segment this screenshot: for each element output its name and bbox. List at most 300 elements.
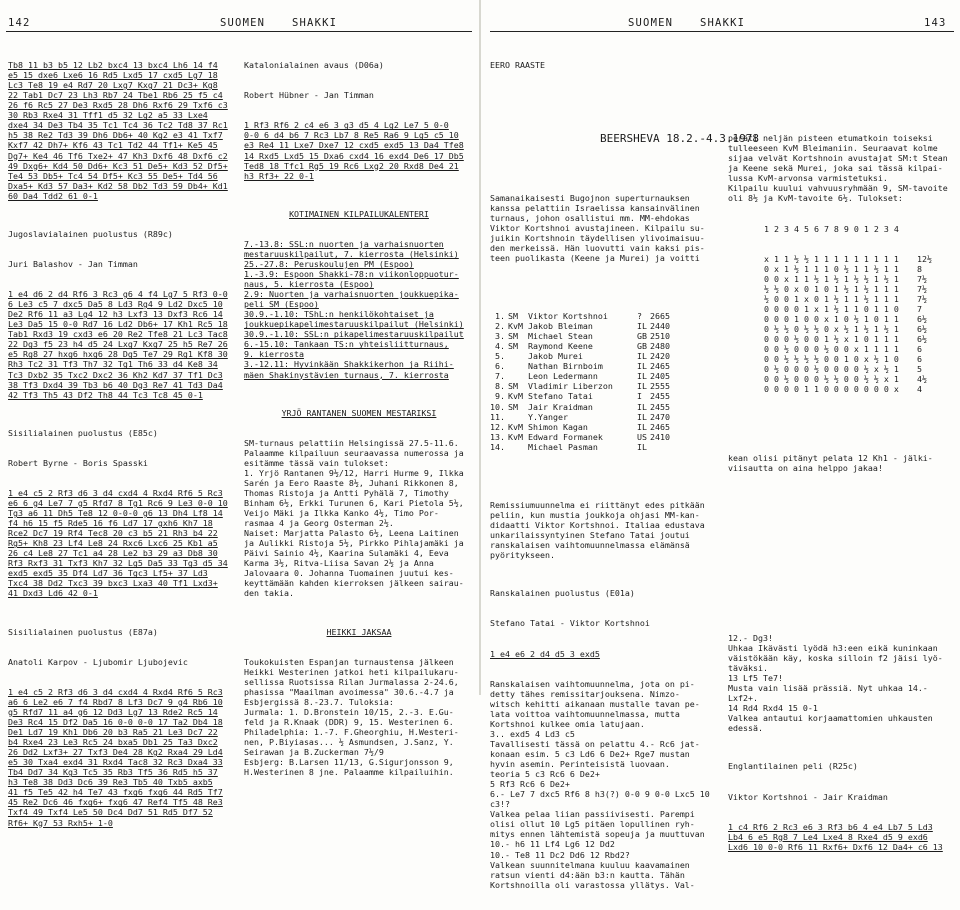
text-line: 1. Yrjö Rantanen 9½/12, Harri Hurme 9, Ilkka bbox=[244, 467, 464, 478]
standings-rating bbox=[650, 442, 673, 452]
text-line: Dxa5+ Kd3 57 Da3+ Kd2 58 Db2 Td3 59 Db4+ Kd1 bbox=[8, 180, 228, 191]
text-line: den merkeissä. Hän luovutti vain kaksi pis- bbox=[490, 242, 705, 253]
standings-row bbox=[490, 331, 673, 341]
right-page-number: 143 bbox=[924, 17, 947, 29]
article-title: EERO RAASTE bbox=[490, 60, 545, 71]
text-line: Sarén ja Eero Raaste 8½, Juhani Rikkonen 8, bbox=[244, 477, 459, 488]
text-line: 13 Lf5 Te7! bbox=[728, 673, 783, 684]
crosstable-cells: x 1 1 ½ ½ 1 1 1 1 1 1 1 1 1 bbox=[764, 253, 899, 264]
crosstable-row bbox=[728, 354, 935, 364]
text-line: 0-0 6 d4 b6 7 Rc3 Lb7 8 Re5 Ra6 9 Lg5 c5 10 bbox=[244, 130, 459, 141]
crosstable-cells: 0 ½ 0 0 0 ½ 0 0 0 0 ½ x ½ 1 bbox=[764, 364, 899, 375]
crosstable-cells: 0 0 ½ ½ ½ ½ 0 0 1 0 x ½ 1 0 bbox=[764, 354, 899, 365]
standings-rating: 2440 bbox=[650, 321, 670, 332]
text-line: täväksi. bbox=[728, 663, 768, 674]
text-line: e5 30 Txa4 exd4 31 Rxd4 Tac8 32 Rc3 Dxa4 33 bbox=[8, 757, 223, 768]
text-line: Lb4 6 e5 Rg8 7 Le4 Lxe4 8 Rxe4 d5 9 exd6 bbox=[728, 831, 928, 842]
standings-row bbox=[490, 381, 673, 391]
text-line: Veijo Mäki ja Ilkka Kanko 4½, Timo Por- bbox=[244, 508, 439, 519]
crosstable-row bbox=[728, 374, 935, 384]
left-header-rule bbox=[6, 31, 472, 32]
standings-rank: 2. bbox=[495, 321, 505, 332]
crosstable-cells: 0 0 0 ½ 0 0 1 ½ x 1 0 1 1 1 bbox=[764, 334, 899, 345]
text-line: h5 38 Re2 Td3 39 Dh6 Db6+ 40 Kg2 e3 41 Txf7 bbox=[8, 130, 223, 141]
crosstable-score: 7 bbox=[917, 303, 922, 314]
standings-row bbox=[490, 351, 673, 361]
crosstable bbox=[728, 254, 935, 395]
text-line: Seirawan ja B.Zuckerman 7½/9 bbox=[244, 747, 384, 758]
text-line: Le3 Da5 15 0-0 Rd7 16 Ld2 Db6+ 17 Kh1 Rc5 18 bbox=[8, 319, 228, 330]
text-line: oli 8½ ja KvM-tavoite 6½. Tulokset: bbox=[728, 193, 903, 204]
standings-name: KvM Edward Formanek bbox=[508, 431, 603, 442]
standings-rating: 2470 bbox=[650, 411, 670, 422]
standings-fed: IL bbox=[637, 401, 647, 412]
game-heading: Ranskalainen puolustus (E01a) bbox=[490, 588, 635, 599]
crosstable-cells: 0 0 0 1 0 0 x 1 0 ½ 1 0 1 1 bbox=[764, 314, 899, 325]
column-2 bbox=[244, 40, 474, 778]
game5-heading: Katalonialainen avaus (D06a) bbox=[244, 60, 384, 71]
intro-text bbox=[490, 193, 718, 263]
text-line: konaan esim. 5 c3 Ld6 6 De2+ Rge7 mustan bbox=[490, 749, 690, 760]
crosstable-row bbox=[728, 284, 935, 294]
text-line: Jurmala: 1. D.Bronstein 10/15, 2.-3. E.Gu- bbox=[244, 707, 454, 717]
standings-fed: GB bbox=[637, 331, 647, 342]
standings-name: SM Jair Kraidman bbox=[508, 401, 593, 412]
text-line: 6.- Le7 7 dxc5 Rf6 8 h3(?) 0-0 9 0-0 Lxc5 10 bbox=[490, 789, 710, 800]
left-page-number: 142 bbox=[8, 17, 31, 29]
diagram-caption bbox=[728, 453, 956, 473]
text-line: Te4 53 Db5+ Tc4 54 Df5+ Kc3 55 De5+ Td4 56 bbox=[8, 170, 218, 181]
text-line: detty tähes remissitarjouksena. Nimzo- bbox=[490, 688, 680, 699]
text-line: Palaamme kilpailuun seuraavassa numerossa ja bbox=[244, 447, 464, 458]
text-line: 38 Tf3 Dxd4 39 Tb3 b6 40 Dg3 Re7 41 Td3 Da4 bbox=[8, 379, 223, 390]
standings-rating: 2510 bbox=[650, 331, 670, 342]
calendar-list bbox=[244, 239, 474, 380]
text-line: den takia. bbox=[244, 588, 294, 599]
rantanen-title: YRJÖ RANTANEN SUOMEN MESTARIKSI bbox=[281, 407, 437, 418]
text-line: 22 Dg3 f5 23 h4 d5 24 Lxg7 Kxg7 25 h5 Re7 26 bbox=[8, 339, 228, 350]
column-1 bbox=[8, 40, 236, 828]
crosstable-score: 6 bbox=[917, 344, 922, 355]
game2-heading: Jugoslavialainen puolustus (R89c) bbox=[8, 228, 173, 239]
text-line: 6.-15.10: Tankaan TS:n yhteisliitturnaus, bbox=[244, 339, 449, 350]
standings-name: KvM Jakob Bleiman bbox=[508, 321, 593, 332]
text-line: 26 Dd2 Lxf3+ 27 Txf3 De4 28 Kg2 Rxa4 29 Ld4 bbox=[8, 747, 223, 758]
crosstable-cells: 0 0 ½ 0 0 0 ½ ½ 0 0 ½ ½ x 1 bbox=[764, 374, 899, 385]
game3-players: Robert Byrne - Boris Spasski bbox=[8, 457, 148, 468]
standings-rating: 2405 bbox=[650, 371, 670, 382]
text-line: 30.9.-1.10: TShL:n henkilökohtaiset ja bbox=[244, 309, 434, 320]
crosstable-header: 1 2 3 4 5 6 7 8 9 0 1 2 3 4 bbox=[764, 223, 899, 234]
standings-rank: 14. bbox=[490, 441, 505, 452]
text-line: lata voittoa vaihtomuunnelmassa, mutta bbox=[490, 708, 680, 719]
place-date: BEERSHEVA 18.2.-4.3.1978 bbox=[600, 132, 759, 146]
standings-rating: 2410 bbox=[650, 431, 670, 442]
text-line: 10.- h6 11 Lf4 Lg6 12 Dd2 bbox=[490, 839, 615, 850]
text-line: 9. kierrosta bbox=[244, 349, 304, 360]
text-line: Tb4 Dd7 34 Kg3 Tc5 35 Rb3 Tf5 36 Rd5 h5 37 bbox=[8, 767, 218, 778]
standings-name: Jakob Murei bbox=[508, 351, 583, 362]
text-line: 5 Rf3 Rc6 6 De2+ bbox=[490, 779, 570, 790]
text-line: Ranskalaisen vaihtomuunnelma, jota on pi- bbox=[490, 678, 695, 689]
standings-rank: 10. bbox=[490, 401, 505, 412]
crosstable-cells: 0 0 0 0 1 1 0 0 0 0 0 0 0 x bbox=[764, 384, 899, 395]
standings-row bbox=[490, 402, 673, 412]
standings-name: KvM Stefano Tatai bbox=[508, 391, 593, 402]
text-line: 1 e4 c5 2 Rf3 d6 3 d4 cxd4 4 Rxd4 Rf6 5 Rc3 bbox=[8, 488, 223, 499]
text-line: Dg7+ Ke4 46 Tf6 Txe2+ 47 Kh3 Dxf6 48 Dxf6 c2 bbox=[8, 150, 228, 161]
text-line: Rf3 Rxf3 31 Txf3 Kh7 32 Lg5 Da5 33 Tg3 d5 34 bbox=[8, 558, 228, 569]
text-line: witsch kehitti aikanaan mustalle tavan pe- bbox=[490, 698, 700, 709]
text-line: Kxf7 42 Dh7+ Kf6 43 Tc1 Td2 44 Tf1+ Ke5 45 bbox=[8, 140, 218, 151]
text-line: Naiset: Marjatta Palasto 6½, Leena Laitinen bbox=[244, 528, 459, 539]
text-line: tulleeseen KvM Bleimaniin. Seuraavat kolme bbox=[728, 143, 938, 154]
crosstable-score: 6½ bbox=[917, 334, 927, 345]
standings-rank: 13. bbox=[490, 431, 505, 442]
text-line: 3.-12.11: Hyvinkään Shakkikerhon ja Riihi- bbox=[244, 359, 454, 370]
text-line: Kilpailu kuului vahvuusryhmään 9, SM-tavoite bbox=[728, 183, 948, 194]
crosstable-score: 7½ bbox=[917, 293, 927, 304]
text-line: Thomas Ristoja ja Antti Pyhälä 7, Timothy bbox=[244, 488, 449, 499]
standings-rank: 6. bbox=[495, 361, 505, 372]
text-line: 42 Tf3 Th5 43 Df2 Th8 44 Tc3 Tc8 45 0-1 bbox=[8, 389, 203, 400]
text-line: pyöritykseen. bbox=[490, 550, 555, 561]
text-line: feld ja R.Knaak (DDR) 9, 15. Westerinen 6. bbox=[244, 717, 454, 728]
text-line: Samanaikaisesti Bugojnon superturnauksen bbox=[490, 192, 690, 203]
game1-moves bbox=[8, 60, 236, 201]
crosstable-row bbox=[728, 324, 935, 334]
text-line: H.Westerinen 8 jne. Palaamme kilpailuihin. bbox=[244, 767, 454, 778]
text-line: c3!? bbox=[490, 799, 510, 810]
text-line: Päivi Sainio 4½, Kaarina Sulamäki 4, Eeva bbox=[244, 548, 449, 559]
text-line: viisautta on aina helppo jakaa! bbox=[728, 462, 883, 473]
text-line: ratsun vienti d4:ään b3:n kautta. Tähän bbox=[490, 869, 685, 880]
text-line: lussa KvM-arvonsa varmistetuksi. bbox=[728, 173, 888, 184]
text-line: teen puolikasta (Keene ja Murei) ja voitti bbox=[490, 252, 700, 263]
standings-row bbox=[490, 422, 673, 432]
right-header-section: SHAKKI bbox=[700, 17, 746, 29]
text-line: 30.9.-1.10: SSL:n pikapelimestaruuskilpailut bbox=[244, 329, 464, 340]
text-line: Tc3 Dxb2 35 Txc2 Dxc2 36 Kh2 Kd7 37 Tf1 Dc3 bbox=[8, 369, 223, 380]
standings-name: Nathan Birnboim bbox=[508, 361, 603, 372]
standings-fed: IL bbox=[637, 421, 647, 432]
text-line: joukkuepikapelimestaruuskilpailut (Helsinki) bbox=[244, 319, 464, 330]
text-line: Valkea antautui korjaamattomien uhkausten bbox=[728, 713, 933, 724]
text-line: teoria 5 c3 Rc6 6 De2+ bbox=[490, 769, 600, 780]
crosstable-score: 12½ bbox=[917, 253, 932, 264]
crosstable-cells: 0 0 0 0 1 x 1 ½ 1 1 0 1 1 0 bbox=[764, 303, 899, 314]
game-heading: Englantilainen peli (R25c) bbox=[728, 761, 858, 772]
text-line: Karma 3½, Ritva-Liisa Savan 2½ ja Anna bbox=[244, 558, 434, 569]
text-line: Kortshnoi kulkee omia latujaan. bbox=[490, 718, 645, 729]
crosstable-row bbox=[728, 254, 935, 264]
text-line: 6 Le3 c5 7 dxc5 Da5 8 Ld3 Rg4 9 Ld2 Dxc5 10 bbox=[8, 299, 223, 310]
text-line: peli SM (Espoo) bbox=[244, 299, 319, 310]
game4-heading: Sisilialainen puolustus (E87a) bbox=[8, 626, 158, 637]
text-line: kean olisi pitänyt pelata 12 Kh1 - jälki- bbox=[728, 452, 933, 463]
intro-continued bbox=[728, 133, 956, 203]
text-line: olisi ollut 10 Lg5 pitäen lopullinen ryh- bbox=[490, 819, 695, 830]
crosstable-row bbox=[728, 344, 935, 354]
text-line: keyttämään kahden kierroksen jälkeen sairau- bbox=[244, 578, 464, 589]
text-line: e5 Rg8 27 hxg6 hxg6 28 Dg5 Te7 29 Rg1 Kf8 30 bbox=[8, 349, 228, 360]
game4-moves bbox=[8, 687, 236, 828]
crosstable-score: 5 bbox=[917, 364, 922, 375]
standings-fed: I bbox=[637, 391, 642, 402]
game4-players: Anatoli Karpov - Ljubomir Ljubojevic bbox=[8, 656, 188, 667]
text-line: exd5 exd5 35 Df4 Ld7 36 Tgc3 Lf5+ 37 Ld3 bbox=[8, 568, 208, 579]
column-4 bbox=[728, 40, 956, 852]
crosstable-cells: ½ ½ 0 x 0 1 0 1 ½ 1 ½ 1 1 1 bbox=[764, 283, 899, 294]
text-line: 1 e4 d6 2 d4 Rf6 3 Rc3 g6 4 f4 Lg7 5 Rf3 0-0 bbox=[8, 289, 228, 300]
text-line: e6 6 g4 Le7 7 g5 Rfd7 8 Tg1 Rc6 9 Le3 0-0 10 bbox=[8, 498, 228, 509]
game3-moves bbox=[8, 488, 236, 599]
text-line: nen, P.Biyiasas... ½ Asmundsen, J.Sanz, Y. bbox=[244, 737, 454, 748]
after-table-text bbox=[490, 500, 718, 560]
standings-name: KvM Shimon Kagan bbox=[508, 421, 588, 432]
text-line: 1 c4 Rf6 2 Rc3 e6 3 Rf3 b6 4 e4 Lb7 5 Ld3 bbox=[728, 821, 933, 832]
text-line: b4 Rxe4 23 Le3 Rc5 24 bxa5 Db1 25 Ta3 Dxc2 bbox=[8, 737, 218, 748]
standings-table bbox=[490, 311, 673, 452]
text-line: 7.-13.8: SSL:n nuorten ja varhaisnuorten bbox=[244, 238, 444, 249]
crosstable-row bbox=[728, 314, 935, 324]
text-line: unkarilaissyntyinen Stefano Tatai joutui bbox=[490, 530, 690, 541]
text-line: edessä. bbox=[728, 723, 763, 734]
text-line: 2.9: Nuorten ja varhaisnuorten joukkuepika- bbox=[244, 289, 459, 300]
text-line: Tavallisesti tässä on pelattu 4.- Rc6 jat- bbox=[490, 739, 700, 749]
text-line: sijaa velvät Kortshnoin avustajat SM:t Stean bbox=[728, 153, 948, 164]
standings-row bbox=[490, 361, 673, 371]
standings-rank: 8. bbox=[495, 381, 505, 392]
text-line: Tab1 Rxd3 19 cxd3 e6 20 Re2 Tfe8 21 Lc3 Tac8 bbox=[8, 329, 228, 340]
crosstable-row bbox=[728, 304, 935, 314]
text-line: h3 Rf3+ 22 0-1 bbox=[244, 170, 314, 181]
standings-fed: IL bbox=[637, 321, 647, 332]
text-line: juikin Kortshnoin täydellisen ylivoimaisuu- bbox=[490, 232, 705, 243]
standings-rank: 11. bbox=[490, 411, 505, 422]
standings-fed: US bbox=[637, 431, 647, 442]
game-players: Stefano Tatai - Viktor Kortshnoi bbox=[490, 618, 650, 629]
text-line: f4 h6 15 f5 Rde5 16 f6 Ld7 17 gxh6 Kh7 18 bbox=[8, 518, 213, 529]
text-line: 45 Re2 Dc6 46 fxg6+ fxg6 47 Ref4 Tf5 48 Re3 bbox=[8, 797, 223, 808]
text-line: väistökään käy, koska silloin f2 jäisi lyö- bbox=[728, 652, 943, 663]
text-line: Lxf2+. bbox=[728, 693, 758, 704]
standings-name: Michael Pasman bbox=[508, 441, 598, 452]
text-line: 25.-27.8: Peruskoulujen PM (Espoo) bbox=[244, 258, 414, 269]
standings-rank: 3. bbox=[495, 331, 505, 342]
crosstable-row bbox=[728, 384, 935, 394]
standings-row bbox=[490, 371, 673, 381]
text-line: Rf6+ Kg7 53 Rxh5+ 1-0 bbox=[8, 817, 113, 828]
heikki-title: HEIKKI JAKSAA bbox=[326, 626, 392, 637]
text-line: mäen Shakinystävien turnaus, 7. kierrosta bbox=[244, 369, 449, 380]
text-line: 22 Tab1 Dc7 23 Lh3 Rb7 24 Tbe1 Rb6 25 f5 c4 bbox=[8, 90, 223, 101]
crosstable-cells: 0 0 x 1 1 ½ 1 ½ 1 ½ ½ 1 ½ 1 bbox=[764, 273, 899, 284]
crosstable-score: 8 bbox=[917, 263, 922, 274]
standings-row bbox=[490, 442, 673, 452]
crosstable-cells: 0 0 ½ 0 0 0 ½ 0 0 x 1 1 1 1 bbox=[764, 344, 899, 355]
standings-fed: IL bbox=[637, 411, 647, 422]
text-line: 30 Rb3 Rxe4 31 Tff1 d5 32 Lg2 a5 33 Lxe4 bbox=[8, 110, 208, 121]
text-line: ranskalaisen vaihtomuunnelmassa elämänsä bbox=[490, 540, 690, 551]
standings-rating: 2480 bbox=[650, 341, 670, 352]
text-line: De3 Rc4 15 Df2 Da5 16 0-0 0-0 17 Ta2 Db4 18 bbox=[8, 717, 223, 728]
text-line: 26 f6 Rc5 27 De3 Rxd5 28 Dh6 Rxf6 29 Txf6 c3 bbox=[8, 100, 228, 111]
text-line: dxe4 34 De3 Tb4 35 Tc1 Tc4 36 Tc2 Td8 37 Rc1 bbox=[8, 120, 228, 131]
text-line: Viktor Kortshnoi avustajineen. Kilpailu su- bbox=[490, 222, 705, 233]
crosstable-score: 7½ bbox=[917, 273, 927, 284]
text-line: peliin, kun mustia joukkoja ohjasi MM-kan- bbox=[490, 509, 700, 520]
standings-rank: 12. bbox=[490, 421, 505, 432]
game2-players: Juri Balashov - Jan Timman bbox=[8, 258, 138, 269]
standings-row bbox=[490, 412, 673, 422]
text-line: Rce2 Dc7 19 Rf4 Tec8 20 c3 b5 21 Rh3 b4 22 bbox=[8, 528, 218, 539]
text-line: Lxd6 10 0-0 Rf6 11 Rxf6+ Dxf6 12 Da4+ c6 13 bbox=[728, 841, 943, 852]
text-line: a6 6 Le2 e6 7 f4 Rbd7 8 Lf3 Dc7 9 g4 Rb6 10 bbox=[8, 696, 223, 707]
text-line: phasissa "Maailman avoimessa" 30.6.-4.7 ja bbox=[244, 686, 454, 697]
text-line: 14 Rxd5 Lxd5 15 Dxa6 cxd4 16 exd4 De6 17 Db5 bbox=[244, 150, 464, 161]
game-moves bbox=[490, 649, 718, 659]
standings-name: SM Michael Stean bbox=[508, 331, 593, 342]
text-line: 49 Dxg6+ Kd4 50 Dd6+ Kc3 51 De5+ Kd3 52 Df5+ bbox=[8, 160, 228, 171]
game-notes bbox=[490, 679, 718, 890]
crosstable-score: 4 bbox=[917, 384, 922, 395]
text-line: 12.- Dg3! bbox=[728, 632, 773, 643]
text-line: 14 Rd4 Rxd4 15 0-1 bbox=[728, 703, 818, 714]
standings-rating: 2665 bbox=[650, 311, 670, 322]
standings-row bbox=[490, 311, 673, 321]
crosstable-cells: 0 x 1 ½ 1 1 1 0 ½ 1 1 ½ 1 1 bbox=[764, 263, 899, 274]
crosstable-row bbox=[728, 334, 935, 344]
text-line: Kortshnoilla oli varastossa yllätys. Val- bbox=[490, 879, 695, 890]
game3-heading: Sisilialainen puolustus (E85c) bbox=[8, 427, 158, 438]
rantanen-text bbox=[244, 438, 474, 599]
text-line: sellissa Ruotsissa Rilan Jurmalassa 2-24.6, bbox=[244, 676, 459, 687]
crosstable-cells: 0 ½ ½ 0 ½ ½ 0 x ½ 1 ½ 1 ½ 1 bbox=[764, 324, 899, 335]
game5-moves bbox=[244, 120, 474, 180]
text-line: g5 Rfd7 11 a4 g6 12 Dd3 Lg7 13 Rde2 Rc5 14 bbox=[8, 707, 218, 717]
text-line: SM-turnaus pelattiin Helsingissä 27.5-11.6. bbox=[244, 437, 459, 448]
text-line: 1 Rf3 Rf6 2 c4 e6 3 g3 d5 4 Lg2 Le7 5 0-0 bbox=[244, 120, 449, 131]
text-line: 41 f5 Te5 42 h4 Te7 43 fxg6 fxg6 44 Rd5 Tf7 bbox=[8, 787, 223, 798]
crosstable-score: 6½ bbox=[917, 314, 927, 325]
game-players: Viktor Kortshnoi - Jair Kraidman bbox=[728, 791, 888, 802]
text-line: Tb8 11 b3 b5 12 Lb2 bxc4 13 bxc4 Lh6 14 f4 bbox=[8, 60, 218, 71]
standings-name: Y.Yanger bbox=[508, 411, 568, 422]
calendar-title: KOTIMAINEN KILPAILUKALENTERI bbox=[289, 208, 429, 219]
left-header-magazine: SUOMEN bbox=[220, 17, 266, 29]
text-line: Remissiumuunnelma ei riittänyt edes pitkään bbox=[490, 499, 705, 510]
right-header-rule bbox=[490, 31, 954, 32]
standings-rating: 2465 bbox=[650, 421, 670, 432]
text-line: Uhkaa Ikävästi lyödä h3:een eikä kuninkaan bbox=[728, 642, 938, 653]
diagram-area bbox=[728, 493, 956, 613]
text-line: Binham 6½, Erkki Turunen 6, Kari Pietola 5½, bbox=[244, 498, 464, 509]
heikki-text bbox=[244, 657, 474, 778]
text-line: Toukokuisten Espanjan turnaustensa jälkeen bbox=[244, 656, 454, 667]
left-header-section: SHAKKI bbox=[292, 17, 338, 29]
text-line: Tg3 a6 11 Dh5 Te8 12 0-0-0 g6 13 Dh4 Lf8 14 bbox=[8, 508, 223, 519]
standings-name: SM Raymond Keene bbox=[508, 341, 593, 352]
text-line: De2 Rf6 11 a3 Lg4 12 h3 Lxf3 13 Dxf3 Rc6 14 bbox=[8, 309, 223, 320]
crosstable-row bbox=[728, 274, 935, 284]
standings-rating: 2465 bbox=[650, 361, 670, 372]
text-line: Txf4 49 Txf4 Le5 50 Dc4 Dd7 51 Rd5 Df7 52 bbox=[8, 807, 213, 818]
game5-players: Robert Hübner - Jan Timman bbox=[244, 90, 374, 101]
standings-rank: 4. bbox=[495, 341, 505, 352]
standings-rank: 7. bbox=[495, 371, 505, 382]
crosstable-score: 4½ bbox=[917, 374, 927, 385]
text-line: Rg5+ Kh8 23 Lf4 Le8 24 Rxc6 Lxc6 25 Kb1 a5 bbox=[8, 538, 218, 549]
text-line: ja Aulikki Ristoja 5½, Pirkko Pihlajamäki ja bbox=[244, 538, 464, 549]
standings-name: SM Vladimir Liberzon bbox=[508, 381, 613, 392]
crosstable-score: 7½ bbox=[917, 283, 927, 294]
crosstable-score: 6 bbox=[917, 354, 922, 365]
right-header-magazine: SUOMEN bbox=[628, 17, 674, 29]
text-line: Jalovaara 0. Johanna Tuomainen juutui kes- bbox=[244, 568, 454, 579]
standings-row bbox=[490, 321, 673, 331]
standings-fed: GB bbox=[637, 341, 647, 352]
game-notes bbox=[728, 633, 956, 733]
standings-rank: 9. bbox=[495, 391, 505, 402]
crosstable-row bbox=[728, 364, 935, 374]
standings-fed: ? bbox=[637, 311, 642, 322]
text-line: 1 e4 c5 2 Rf3 d6 3 d4 cxd4 4 Rxd4 Rf6 5 Rc3 bbox=[8, 686, 223, 697]
game-moves bbox=[728, 822, 956, 852]
text-line: h3 Te8 38 Dd3 Dc6 39 Re3 Tb5 40 Txb5 axb5 bbox=[8, 777, 213, 788]
text-line: mitys ennen lähtemistä sopeuja ja muuttuvan bbox=[490, 829, 705, 840]
text-line: Esbjerg: B.Larsen 11/13, G.Sigurjonsson 9, bbox=[244, 757, 454, 768]
text-line: esitämme tässä vain tulokset: bbox=[244, 457, 389, 468]
standings-rating: 2420 bbox=[650, 351, 670, 362]
text-line: 26 c4 Le8 27 Tc1 a4 28 Le2 b3 29 a3 Db8 30 bbox=[8, 548, 218, 559]
text-line: 10.- Te8 11 Dc2 Dd6 12 Rbd2? bbox=[490, 849, 630, 860]
text-line: naus, 5. kierrosta (Espoo) bbox=[244, 279, 374, 290]
text-line: Musta vain lisää prässiä. Nyt uhkaa 14.- bbox=[728, 683, 928, 694]
text-line: 1 e4 e6 2 d4 d5 3 exd5 bbox=[490, 648, 600, 659]
crosstable-cells: ½ 0 0 1 x 0 1 ½ 1 1 ½ 1 1 1 bbox=[764, 293, 899, 304]
text-line: e3 Re4 11 Lxe7 Dxe7 12 cxd5 exd5 13 Da4 Tfe8 bbox=[244, 140, 464, 151]
text-line: 1.-3.9: Espoon Shakki-78:n viikonloppuotur- bbox=[244, 269, 459, 280]
standings-fed: IL bbox=[637, 441, 647, 452]
standings-rank: 5. bbox=[495, 351, 505, 362]
page-gutter bbox=[479, 0, 481, 695]
text-line: Heikki Westerinen jatkoi heti kilpailukaru- bbox=[244, 666, 459, 677]
text-line: De1 Ld7 19 Kh1 Db6 20 b3 Ra5 21 Le3 Dc7 22 bbox=[8, 727, 218, 738]
game2-moves bbox=[8, 289, 236, 400]
text-line: Ted8 18 Tfc1 Rg5 19 Rc6 Lxg2 20 Rxd8 De4 21 bbox=[244, 160, 459, 171]
text-line: rasmaa 4 ja Georg Osterman 2½. bbox=[244, 518, 394, 529]
text-line: Valkean suunnitelmana kuuluu kaavamainen bbox=[490, 859, 690, 870]
text-line: Rh3 Tc2 31 Tf3 Th7 32 Tg1 Th6 33 d4 Ke8 34 bbox=[8, 359, 218, 370]
text-line: turnaus, johon osallistui mm. MM-ehdokas bbox=[490, 212, 690, 223]
text-line: kanssa pelattiin Israelissa kansainvälinen bbox=[490, 202, 700, 213]
crosstable-row bbox=[728, 264, 935, 274]
text-line: peräti neljän pisteen etumatkoin toiseksi bbox=[728, 133, 933, 144]
text-line: hyvin asemin. Perinteisistä luovaan. bbox=[490, 759, 670, 770]
text-line: 41 Dxd3 Ld6 42 0-1 bbox=[8, 588, 98, 599]
text-line: 3.. exd5 4 Ld3 c5 bbox=[490, 728, 575, 739]
text-line: Lc3 Te8 19 e4 Rd7 20 Lxg7 Kxg7 21 Dc3+ Kg8 bbox=[8, 80, 218, 91]
text-line: didaatti Viktor Kortshnoi. Italiaa edustava bbox=[490, 520, 705, 531]
text-line: Philadelphia: 1.-7. F.Gheorghiu, H.Westeri- bbox=[244, 727, 459, 738]
standings-fed: IL bbox=[637, 361, 647, 372]
standings-row bbox=[490, 391, 673, 401]
standings-row bbox=[490, 432, 673, 442]
text-line: Esbjergissä 8.-23.7. Tuloksia: bbox=[244, 696, 394, 707]
crosstable-row bbox=[728, 294, 935, 304]
crosstable-score: 6½ bbox=[917, 324, 927, 335]
